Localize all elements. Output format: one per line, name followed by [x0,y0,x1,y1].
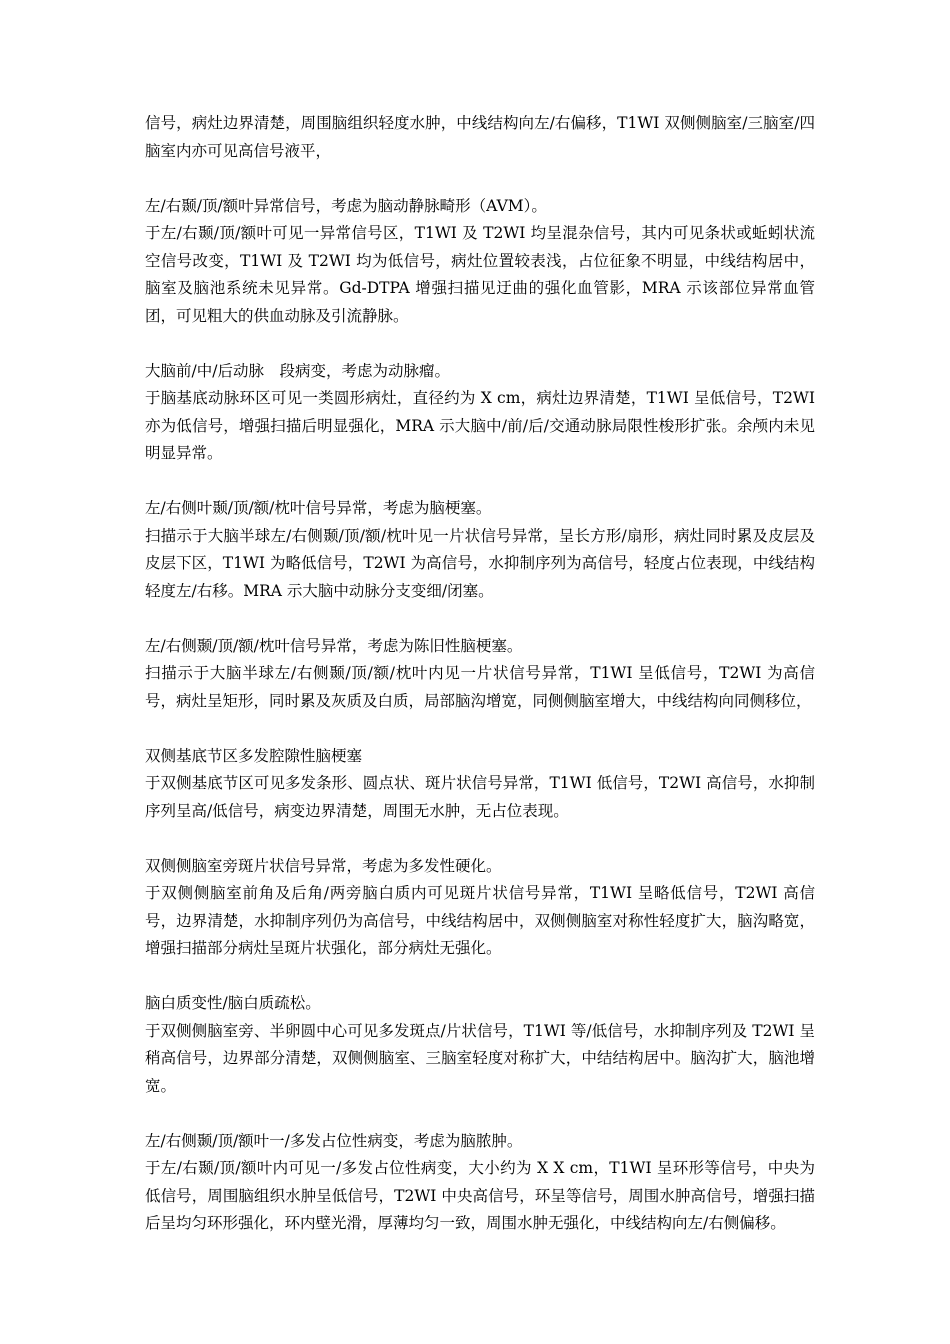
section-heading: 左/右侧颞/顶/额/枕叶信号异常，考虑为陈旧性脑梗塞。 [145,636,523,655]
section-heading: 双侧侧脑室旁斑片状信号异常，考虑为多发性硬化。 [145,856,502,875]
report-section-abscess [145,1128,815,1238]
report-section-avm [145,193,815,331]
document-page [145,110,815,1265]
section-heading: 双侧基底节区多发腔隙性脑梗塞 [145,746,363,765]
report-section-lacunar [145,743,815,826]
section-body: 扫描示于大脑半球左/右侧颞/顶/额/枕叶内见一片状信号异常，T1WI 呈低信号，T2WI 为高信号，病灶呈矩形，同时累及灰质及白质，局部脑沟增宽，同侧侧脑室增大，中线结构向同侧移位， [145,664,815,710]
section-body: 扫描示于大脑半球左/右侧颞/顶/额/枕叶见一片状信号异常，呈长方形/扇形，病灶同时累及皮层及皮层下区，T1WI 为略低信号，T2WI 为高信号，水抑制序列为高信号，轻度占位表现，中线结构轻度左/右移。MRA 示大脑中动脉分支变细/闭塞。 [145,526,815,600]
report-section-1 [145,110,815,165]
section-heading: 大脑前/中/后动脉 段病变，考虑为动脉瘤。 [145,361,450,380]
section-heading: 脑白质变性/脑白质疏松。 [145,994,321,1012]
report-section-infarct [145,495,815,605]
section-body: 于双侧侧脑室前角及后角/两旁脑白质内可见斑片状信号异常，T1WI 呈略低信号，T2WI 高信号，边界清楚，水抑制序列仍为高信号，中线结构居中，双侧侧脑室对称性轻度扩大，脑沟略宽，增强扫描部分病灶呈斑片状强化，部分病灶无强化。 [145,884,815,957]
report-section-old-infarct [145,633,815,716]
report-section-aneurysm [145,358,815,468]
section-body: 于双侧基底节区可见多发条形、圆点状、斑片状信号异常，T1WI 低信号，T2WI 高信号，水抑制序列呈高/低信号，病变边界清楚，周围无水肿，无占位表现。 [145,774,815,820]
section-body: 于左/右颞/顶/额叶内可见一/多发占位性病变，大小约为 X X cm，T1WI 呈环形等信号，中央为低信号，周围脑组织水肿呈低信号，T2WI 中央高信号，环呈等信号，周围水肿高信号，增强扫描后呈均匀环形强化，环内壁光滑，厚薄均匀一致，周围水肿无强化，中线结构向左/右侧偏移。 [145,1159,815,1232]
report-section-ms [145,853,815,963]
section-body: 于脑基底动脉环区可见一类圆形病灶，直径约为 X cm，病灶边界清楚，T1WI 呈低信号，T2WI 亦为低信号，增强扫描后明显强化，MRA 示大脑中/前/后/交通动脉局限性梭形扩张。余颅内未见明显异常。 [145,389,815,462]
section-heading: 左/右侧叶颞/顶/额/枕叶信号异常，考虑为脑梗塞。 [145,499,492,517]
section-body: 信号，病灶边界清楚，周围脑组织轻度水肿，中线结构向左/右偏移，T1WI 双侧侧脑室/三脑室/四脑室内亦可见高信号液平， [145,114,815,160]
report-section-leukoaraiosis [145,990,815,1100]
section-body: 于双侧侧脑室旁、半卵圆中心可见多发斑点/片状信号，T1WI 等/低信号，水抑制序列及 T2WI 呈稍高信号，边界部分清楚，双侧侧脑室、三脑室轻度对称扩大，中结结构居中。脑沟扩大，脑池增宽。 [145,1021,815,1095]
section-body: 于左/右颞/顶/额叶可见一异常信号区，T1WI 及 T2WI 均呈混杂信号，其内可见条状或蚯蚓状流空信号改变，T1WI 及 T2WI 均为低信号，病灶位置较表浅，占位征象不明显，中线结构居中，脑室及脑池系统未见异常。Gd-DTPA 增强扫描见迂曲的强化血管影，MRA 示该部位异常血管团，可见粗大的供血动脉及引流静脉。 [145,224,815,325]
section-heading: 左/右侧颞/顶/额叶一/多发占位性病变，考虑为脑脓肿。 [145,1131,523,1150]
section-heading: 左/右颞/顶/额叶异常信号，考虑为脑动静脉畸形（AVM）。 [145,196,547,215]
